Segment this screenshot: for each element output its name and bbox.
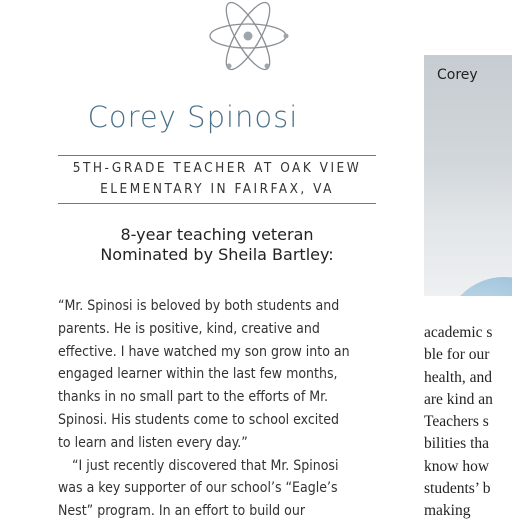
body-line: thanks in no small part to the efforts of Mr. xyxy=(58,389,329,406)
right-line: are kind an xyxy=(424,390,493,408)
right-line: making xyxy=(424,502,471,520)
top-divider xyxy=(58,155,376,156)
body-line: Spinosi. His students come to school excited xyxy=(58,411,339,428)
right-line: students’ b xyxy=(424,480,491,498)
right-line: bilities tha xyxy=(424,435,490,453)
right-column-text xyxy=(424,322,512,523)
body-line: “I just recently discovered that Mr. Spinosi xyxy=(72,457,339,474)
teacher-name-heading: Corey Spinosi xyxy=(87,100,299,134)
nomination-quote xyxy=(58,295,380,523)
nomination-tagline xyxy=(58,225,376,265)
body-line: engaged learner within the last few months, xyxy=(58,366,338,383)
photo-shirt-shape xyxy=(444,277,512,296)
atom-logo-icon xyxy=(206,0,290,78)
teacher-position-subtitle xyxy=(58,158,376,200)
right-line: health, and xyxy=(424,368,493,386)
body-line: parents. He is positive, kind, creative and xyxy=(58,320,320,337)
right-line: Teachers s xyxy=(424,413,489,431)
subtitle-line: ELEMENTARY IN FAIRFAX, VA xyxy=(100,181,334,197)
body-line: to learn and listen every day.” xyxy=(58,434,248,451)
body-line: effective. I have watched my son grow into an xyxy=(58,343,350,360)
body-line: Nest” program. In an effort to build our xyxy=(58,503,306,520)
teacher-photo xyxy=(424,55,512,296)
tagline-line: 8-year teaching veteran xyxy=(120,225,314,244)
photo-caption: Corey xyxy=(437,67,478,83)
right-line: academic s xyxy=(424,324,493,341)
body-line: “Mr. Spinosi is beloved by both students and xyxy=(58,298,340,314)
right-line: know how xyxy=(424,457,490,475)
bottom-divider xyxy=(58,203,376,204)
body-line: was a key supporter of our school’s “Eagle’s xyxy=(58,480,338,497)
subtitle-line: 5TH-GRADE TEACHER AT OAK VIEW xyxy=(72,160,362,176)
tagline-line: Nominated by Sheila Bartley: xyxy=(100,245,334,264)
right-line: ble for our xyxy=(424,346,490,364)
